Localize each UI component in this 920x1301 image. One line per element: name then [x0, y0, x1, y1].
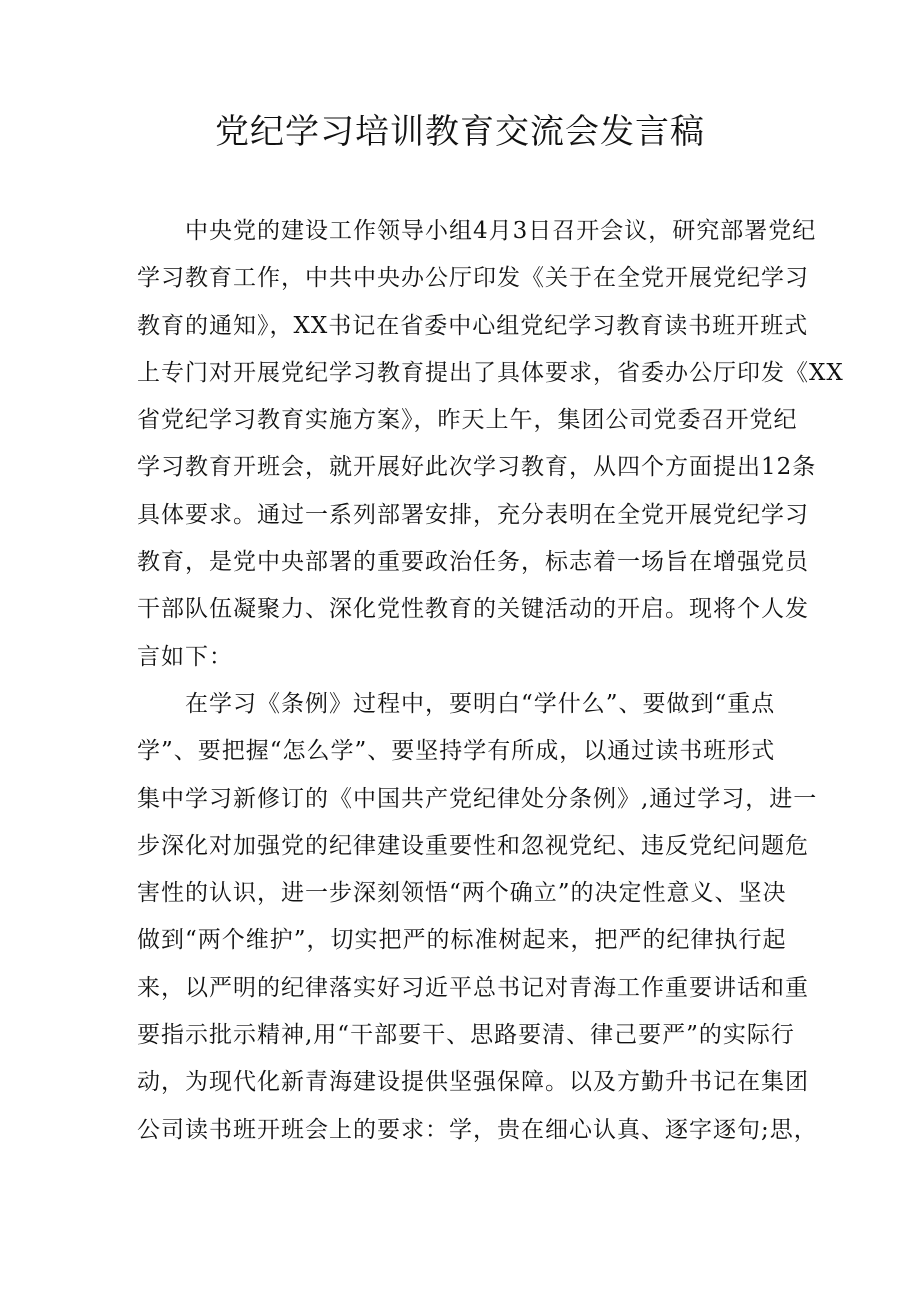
- text-line: 来，以严明的纪律落实好习近平总书记对青海工作重要讲话和重: [137, 974, 809, 1001]
- document-body: [137, 208, 844, 1154]
- text-line: 言如下：: [137, 643, 233, 670]
- text-line: 要指示批示精神,用“干部要干、思路要清、律己要严”的实际行: [137, 1022, 795, 1049]
- text-line: 教育，是党中央部署的重要政治任务，标志着一场旨在增强党员: [137, 549, 809, 576]
- text-line: 做到“两个维护”，切实把严的标准树起来，把严的纪律执行起: [137, 927, 787, 954]
- text-line: 步深化对加强党的纪律建设重要性和忽视党纪、违反党纪问题危: [137, 832, 809, 859]
- text-line: 在学习《条例》过程中，要明白“学什么”、要做到“重点: [185, 690, 776, 717]
- document-title: 党纪学习培训教育交流会发言稿: [215, 112, 705, 152]
- text-line: 学”、要把握“怎么学”、要坚持学有所成，以通过读书班形式: [137, 738, 776, 765]
- text-line: 动，为现代化新青海建设提供坚强保障。以及方勤升书记在集团: [137, 1069, 809, 1096]
- text-line: 干部队伍凝聚力、深化党性教育的关键活动的开启。现将个人发: [137, 596, 809, 623]
- text-line: 中央党的建设工作领导小组4月3日召开会议，研究部署党纪: [185, 218, 817, 244]
- paragraph-1: [137, 208, 844, 681]
- text-line: 公司读书班开班会上的要求：学，贵在细心认真、逐字逐句;思，: [137, 1116, 818, 1143]
- text-line: 省党纪学习教育实施方案》，昨天上午，集团公司党委召开党纪: [137, 407, 798, 434]
- text-line: 教育的通知》，XX书记在省委中心组党纪学习教育读书班开班式: [137, 312, 809, 339]
- text-line: 上专门对开展党纪学习教育提出了具体要求，省委办公厅印发《XX: [137, 359, 844, 386]
- text-line: 学习教育开班会，就开展好此次学习教育，从四个方面提出12条: [137, 454, 817, 481]
- paragraph-2: [137, 681, 818, 1154]
- text-line: 害性的认识，进一步深刻领悟“两个确立”的决定性意义、坚决: [137, 880, 787, 907]
- text-line: 学习教育工作，中共中央办公厅印发《关于在全党开展党纪学习: [137, 265, 809, 292]
- text-line: 具体要求。通过一系列部署安排，充分表明在全党开展党纪学习: [137, 501, 809, 528]
- text-line: 集中学习新修订的《中国共产党纪律处分条例》,通过学习，进一: [137, 785, 818, 812]
